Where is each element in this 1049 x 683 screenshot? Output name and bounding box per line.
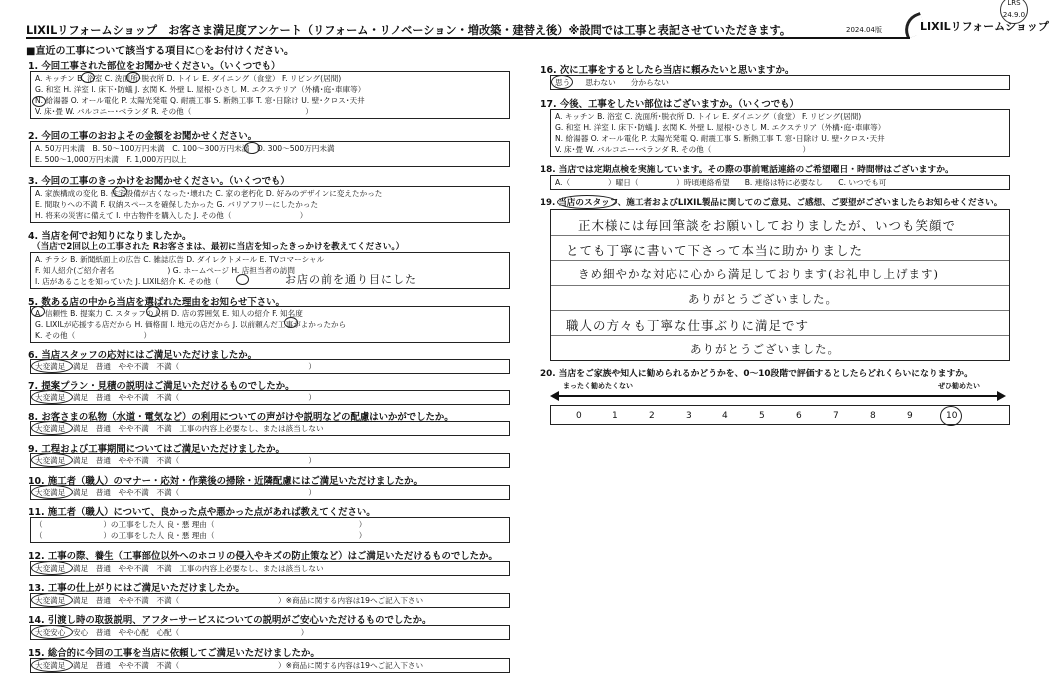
q11-title: 11. 施工者（職人）について、良かった点や悪かった点があれば教えてください。 bbox=[28, 507, 376, 518]
instruction-text: ■直近の工事について該当する項目に○をお付けください。 bbox=[26, 46, 294, 57]
q14-circle-very-reassured[interactable] bbox=[31, 625, 73, 639]
comment-rule bbox=[551, 260, 1009, 261]
q1-line: N. 給湯器 O. オール電化 P. 太陽光発電 Q. 耐震工事 S. 断熱工事 T. 窓･日除け U. 壁･クロス･天井 bbox=[35, 96, 365, 105]
q9-title: 9. 工程および工事期間についてはご満足いただけましたか。 bbox=[28, 444, 285, 455]
stamp-line-2: 24.9.0 bbox=[1002, 11, 1026, 19]
q9-circle-very-satisfied[interactable] bbox=[31, 453, 73, 467]
q4-line: F. 知人紹介(ご紹介者名 ) G. ホームページ H. 店担当者の訪問 bbox=[35, 266, 295, 275]
q1-circle-n[interactable] bbox=[32, 96, 46, 107]
q2-title: 2. 今回の工事のおおよその金額をお聞かせください。 bbox=[28, 131, 257, 142]
q19-handwritten-line: きめ細やかな対応に心から満足しております(お礼申し上げます) bbox=[578, 267, 939, 281]
q12-circle-very-satisfied[interactable] bbox=[31, 561, 73, 575]
q16-line: 思う 思わない 分からない bbox=[555, 78, 669, 87]
scale-number[interactable]: 8 bbox=[870, 411, 876, 421]
q8-circle-very-satisfied[interactable] bbox=[31, 421, 73, 435]
q5-circle-a[interactable] bbox=[31, 306, 45, 317]
q12-title: 12. 工事の際、養生（工事部位以外へのホコリの侵入やキズの防止策など）はご満足いただけるものでしたか。 bbox=[28, 551, 498, 562]
q5-circle-j[interactable] bbox=[284, 317, 298, 328]
q4-circle-k[interactable] bbox=[236, 274, 249, 285]
scale-number[interactable]: 10 bbox=[946, 411, 958, 421]
q1-line: G. 和室 H. 洋室 I. 床下･防蟻 J. 玄関 K. 外壁 L. 屋根･ひさし M. エクステリア（外構･庭･車庫等） bbox=[35, 85, 366, 94]
q6-line: 大変満足 満足 普通 やや不満 不満（ ） bbox=[35, 362, 316, 371]
q13-line: 大変満足 満足 普通 やや不満 不満（ ）※商品に関する内容は19へご記入下さい bbox=[35, 596, 424, 605]
q8-title: 8. お客さまの私物（水道・電気など）の利用についての声がけや説明などの配慮はいかがでしたか。 bbox=[28, 412, 454, 423]
q9-options bbox=[30, 453, 510, 468]
scale-number[interactable]: 2 bbox=[649, 411, 655, 421]
scale-number[interactable]: 3 bbox=[686, 411, 692, 421]
q14-title: 14. 引渡し時の取扱説明、アフターサービスについての説明がご安心いただけるものでしたか。 bbox=[28, 615, 432, 626]
q4-subtitle: （当店で2回以上の工事された Rお客さまは、最初に当店を知ったきっかけを教えてください。） bbox=[32, 242, 405, 252]
q5-line: K. その他（ ） bbox=[35, 331, 152, 340]
q18-line: A.（ ）曜日（ ）時頃連絡希望 B. 連絡は特に必要なし C. いつでも可 bbox=[555, 178, 887, 187]
q20-scale-arrow bbox=[558, 395, 998, 397]
q1-options bbox=[30, 71, 510, 119]
q14-line: 大変安心 安心 普通 やや心配 心配（ ） bbox=[35, 628, 309, 637]
q2-line: E. 500～1,000万円未満 F. 1,000万円以上 bbox=[35, 155, 187, 164]
q8-options bbox=[30, 421, 510, 436]
q18-title: 18. 当店では定期点検を実施しています。その際の事前電話連絡のご希望曜日・時間帯はございますか。 bbox=[540, 165, 954, 175]
q3-line: A. 家族構成の変化 B. 住宅設備が古くなった･壊れた C. 家の老朽化 D. 好みのデザインに変えたかった bbox=[35, 189, 383, 198]
q17-line: V. 床･畳 W. バルコニー･ベランダ R. その他（ ） bbox=[555, 145, 811, 154]
scale-number[interactable]: 6 bbox=[796, 411, 802, 421]
q15-options bbox=[30, 658, 510, 673]
scale-number[interactable]: 1 bbox=[612, 411, 618, 421]
q16-options bbox=[550, 75, 1010, 90]
survey-title: LIXILリフォームショップ お客さま満足度アンケート（リフォーム・リノベーション・増改築・建替え後）※設問では工事と表記させていただきます。 bbox=[26, 24, 792, 37]
q12-options bbox=[30, 561, 510, 576]
q19-handwritten-line: ありがとうございました。 bbox=[688, 292, 838, 306]
scale-number[interactable]: 0 bbox=[576, 411, 582, 421]
stamp-line-1: LRS bbox=[1007, 0, 1021, 7]
q19-title: 19. 当店のスタッフ、施工者およびLIXIL製品に関してのご意見、ご感想、ご要望がございましたらお知らせください。 bbox=[540, 198, 1003, 208]
q16-title: 16. 次に工事をするとしたら当店に頼みたいと思いますか。 bbox=[540, 65, 795, 76]
q13-title: 13. 工事の仕上がりにはご満足いただけましたか。 bbox=[28, 583, 245, 594]
q6-circle-very-satisfied[interactable] bbox=[31, 359, 73, 373]
scale-number[interactable]: 9 bbox=[907, 411, 913, 421]
q3-line: H. 将来の災害に備えて I. 中古物件を購入した J. その他（ ） bbox=[35, 211, 308, 220]
arrow-right-icon bbox=[997, 391, 1006, 401]
date-stamp bbox=[1000, 0, 1028, 24]
comment-rule bbox=[551, 335, 1009, 336]
q4-title: 4. 当店を何でお知りになりましたか。 bbox=[28, 231, 192, 242]
q7-line: 大変満足 満足 普通 やや不満 不満（ ） bbox=[35, 393, 316, 402]
q20-left-label: まったく勧めたくない bbox=[563, 382, 633, 390]
q6-options bbox=[30, 359, 510, 374]
q19-circle-staff[interactable] bbox=[557, 195, 617, 209]
comment-rule bbox=[551, 285, 1009, 286]
q18-options bbox=[550, 175, 1010, 190]
q2-circle-c[interactable] bbox=[244, 142, 260, 154]
q7-options bbox=[30, 390, 510, 405]
q3-line: E. 間取りへの不満 F. 収納スペースを確保したかった G. バリアフリーにしたかった bbox=[35, 200, 319, 209]
q1-line: V. 床･畳 W. バルコニー･ベランダ R. その他（ ） bbox=[35, 107, 313, 116]
q10-title: 10. 施工者（職人）のマナー・応対・作業後の掃除・近隣配慮にはご満足いただけましたか。 bbox=[28, 476, 423, 487]
scale-number[interactable]: 5 bbox=[759, 411, 765, 421]
q12-line: 大変満足 満足 普通 やや不満 不満 工事の内容上必要なし、または該当しない bbox=[35, 564, 324, 573]
q19-handwritten-line: ありがとうございました。 bbox=[690, 342, 840, 356]
q5-circle-c[interactable] bbox=[146, 306, 160, 317]
q11-options bbox=[30, 517, 510, 543]
header-divider bbox=[26, 37, 910, 39]
arrow-left-icon bbox=[550, 391, 559, 401]
q19-handwritten-line: 職人の方々も丁寧な仕事ぶりに満足です bbox=[566, 318, 810, 333]
q4-options bbox=[30, 252, 510, 289]
lixil-logo-text: LIXILリフォームショップ bbox=[920, 20, 1049, 33]
q5-options bbox=[30, 306, 510, 343]
q11-line: （ ）の工事をした人 良・悪 理由（ ） bbox=[35, 520, 367, 529]
q1-circle-b[interactable] bbox=[81, 72, 95, 83]
q3-circle-b[interactable] bbox=[113, 186, 127, 197]
q3-title: 3. 今回の工事のきっかけをお聞かせください。（いくつでも） bbox=[28, 176, 290, 187]
q17-line: G. 和室 H. 洋室 I. 床下･防蟻 J. 玄関 K. 外壁 L. 屋根･ひさし M. エクステリア（外構･庭･車庫等） bbox=[555, 123, 886, 132]
q5-title: 5. 数ある店の中から当店を選ばれた理由をお知らせ下さい。 bbox=[28, 297, 285, 308]
q13-options bbox=[30, 593, 510, 608]
q16-circle-yes[interactable] bbox=[551, 75, 573, 89]
q8-line: 大変満足 満足 普通 やや不満 不満 工事の内容上必要なし、または該当しない bbox=[35, 424, 324, 433]
comment-rule bbox=[551, 235, 1009, 236]
q10-circle-very-satisfied[interactable] bbox=[31, 485, 73, 499]
scale-number[interactable]: 7 bbox=[833, 411, 839, 421]
q1-line: A. キッチン B. 浴室 C. 洗面所･脱衣所 D. トイレ E. ダイニング（食堂） F. リビング(居間) bbox=[35, 74, 342, 83]
q10-line: 大変満足 満足 普通 やや不満 不満（ ） bbox=[35, 488, 316, 497]
q3-options bbox=[30, 186, 510, 223]
q20-title: 20. 当店をご家族や知人に勧められるかどうかを、0～10段階で評価するとしたらどれくらいになりますか。 bbox=[540, 369, 973, 379]
q4-line: I. 店があることを知っていた J. LIXIL紹介 K. その他（ bbox=[35, 277, 219, 286]
q9-line: 大変満足 満足 普通 やや不満 不満（ ） bbox=[35, 456, 316, 465]
q15-line: 大変満足 満足 普通 やや不満 不満（ ）※商品に関する内容は19へご記入下さい bbox=[35, 661, 424, 670]
q6-title: 6. 当店スタッフの応対にはご満足いただけましたか。 bbox=[28, 350, 257, 361]
q15-circle-very-satisfied[interactable] bbox=[31, 658, 73, 672]
q19-handwritten-line: とても丁寧に書いて下さって本当に助かりました bbox=[566, 243, 864, 258]
q14-options bbox=[30, 625, 510, 640]
q1-circle-c[interactable] bbox=[126, 72, 140, 83]
q17-line: N. 給湯器 O. オール電化 P. 太陽光発電 Q. 耐震工事 S. 断熱工事 T. 窓･日除け U. 壁･クロス･天井 bbox=[555, 134, 885, 143]
q10-options bbox=[30, 485, 510, 500]
q17-title: 17. 今後、工事をしたい部位はございますか。（いくつでも） bbox=[540, 99, 799, 110]
q17-options bbox=[550, 109, 1010, 157]
scale-number[interactable]: 4 bbox=[722, 411, 728, 421]
q7-title: 7. 提案プラン・見積の説明はご満足いただけるものでしたか。 bbox=[28, 381, 295, 392]
q4-line: A. チラシ B. 新聞紙面上の広告 C. 雑誌広告 D. ダイレクトメール E. TVコマーシャル bbox=[35, 255, 325, 264]
q2-options bbox=[30, 141, 510, 167]
q19-handwritten-line: 正木様には毎回筆談をお願いしておりましたが、いつも笑顔で bbox=[578, 218, 957, 233]
version-label: 2024.04版 bbox=[846, 26, 882, 34]
q1-title: 1. 今回工事された部位をお聞かせください。（いくつでも） bbox=[28, 61, 281, 72]
q5-line: A. 信頼性 B. 提案力 C. スタッフの人柄 D. 店の雰囲気 E. 知人の紹介 F. 知名度 bbox=[35, 309, 303, 318]
q13-circle-very-satisfied[interactable] bbox=[31, 593, 73, 607]
q7-circle-very-satisfied[interactable] bbox=[31, 390, 73, 404]
q2-line: A. 50万円未満 B. 50～100万円未満 C. 100～300万円未満 D. 300～500万円未満 bbox=[35, 144, 335, 153]
q5-line: G. LIXILが応援する店だから H. 価格面 I. 地元の店だから J. 以前頼んだ工事がよかったから bbox=[35, 320, 347, 329]
comment-rule bbox=[551, 310, 1009, 311]
q15-title: 15. 総合的に今回の工事を当店に依頼してご満足いただけましたか。 bbox=[28, 648, 320, 659]
q20-right-label: ぜひ勧めたい bbox=[938, 382, 980, 390]
q4-handwritten-answer: お店の前を通り目にした bbox=[285, 273, 417, 286]
q11-line: （ ）の工事をした人 良・悪 理由（ ） bbox=[35, 531, 367, 540]
q20-circle-selected[interactable] bbox=[940, 406, 962, 426]
q17-line: A. キッチン B. 浴室 C. 洗面所･脱衣所 D. トイレ E. ダイニング（食堂） F. リビング(居間) bbox=[555, 112, 862, 121]
